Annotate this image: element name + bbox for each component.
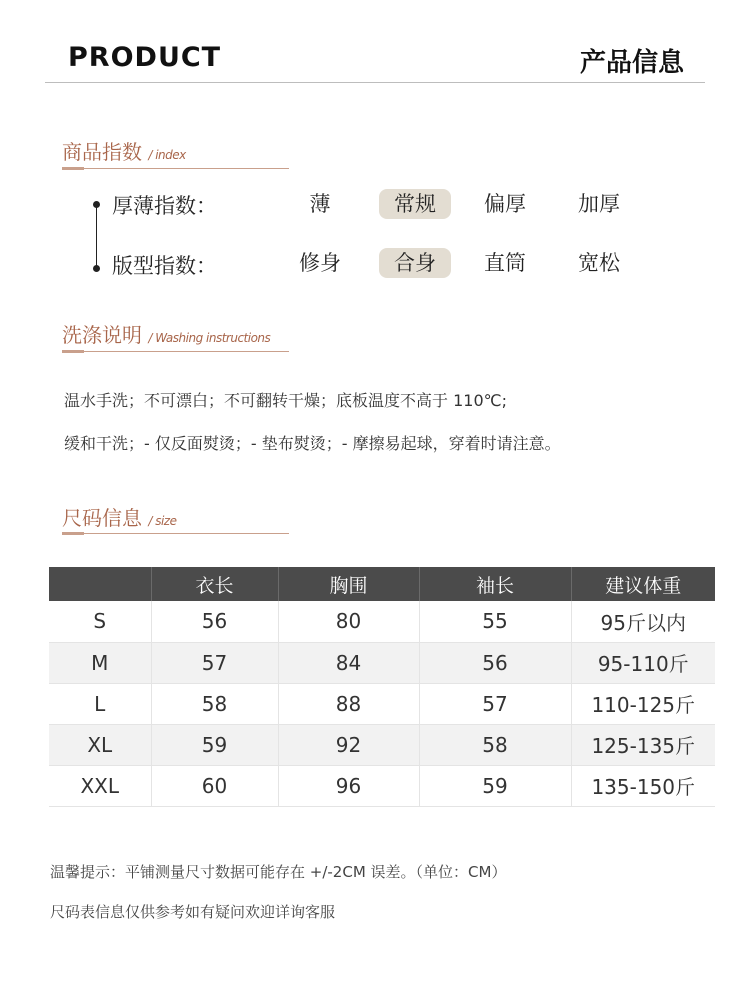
cell-weight: 135-150斤 (571, 765, 715, 806)
thickness-option: 薄 (309, 192, 331, 216)
cell-sleeve: 59 (419, 765, 571, 806)
cell-length: 58 (151, 683, 278, 724)
thickness-option-selected: 常规 (379, 189, 451, 219)
cell-weight: 95-110斤 (571, 642, 715, 683)
col-header-chest: 胸围 (278, 567, 419, 601)
header-divider (45, 82, 705, 83)
cell-size: XXL (49, 765, 151, 806)
washing-title-accent (62, 350, 84, 353)
col-header-length: 衣长 (151, 567, 278, 601)
fit-option: 直筒 (484, 251, 526, 275)
cell-size: L (49, 683, 151, 724)
col-header-weight: 建议体重 (571, 567, 715, 601)
cell-weight: 95斤以内 (571, 601, 715, 642)
header-title-en: PRODUCT (68, 42, 222, 73)
washing-title-cn: 洗涤说明 (62, 323, 142, 347)
cell-sleeve: 57 (419, 683, 571, 724)
thickness-option: 偏厚 (484, 192, 526, 216)
measurement-note: 温馨提示：平铺测量尺寸数据可能存在 +/-2CM 误差。（单位：CM） (50, 863, 507, 881)
table-row (49, 765, 715, 806)
washing-title-underline (62, 351, 289, 352)
reference-note: 尺码表信息仅供参考如有疑问欢迎详询客服 (50, 903, 336, 921)
washing-section-title (62, 319, 270, 348)
timeline-dot-thickness (93, 201, 100, 208)
size-table (49, 567, 715, 807)
cell-chest: 80 (278, 601, 419, 642)
cell-chest: 92 (278, 724, 419, 765)
index-title-underline (62, 168, 289, 169)
cell-size: S (49, 601, 151, 642)
size-title-cn: 尺码信息 (62, 506, 142, 530)
fit-index-label: 版型指数： (112, 254, 217, 278)
cell-length: 57 (151, 642, 278, 683)
size-title-en: / size (148, 514, 177, 528)
cell-length: 60 (151, 765, 278, 806)
index-title-cn: 商品指数 (62, 140, 142, 164)
col-header-sleeve: 袖长 (419, 567, 571, 601)
washing-line-2: 缓和干洗；- 仅反面熨烫；- 垫布熨烫；- 摩擦易起球，穿着时请注意。 (64, 434, 561, 453)
table-row (49, 601, 715, 642)
col-header-size (49, 567, 151, 601)
index-title-accent (62, 167, 84, 170)
timeline-dot-fit (93, 265, 100, 272)
cell-chest: 96 (278, 765, 419, 806)
index-timeline (96, 206, 97, 268)
washing-title-en: / Washing instructions (148, 331, 271, 345)
cell-sleeve: 56 (419, 642, 571, 683)
index-title-en: / index (148, 148, 186, 162)
cell-size: M (49, 642, 151, 683)
thickness-index-label: 厚薄指数： (112, 194, 217, 218)
size-section-title (62, 502, 176, 531)
table-row (49, 724, 715, 765)
cell-chest: 88 (278, 683, 419, 724)
cell-sleeve: 55 (419, 601, 571, 642)
size-title-underline (62, 533, 289, 534)
cell-weight: 110-125斤 (571, 683, 715, 724)
table-row (49, 683, 715, 724)
cell-chest: 84 (278, 642, 419, 683)
cell-length: 56 (151, 601, 278, 642)
index-section-title (62, 136, 186, 165)
fit-option: 宽松 (578, 251, 620, 275)
thickness-option: 加厚 (578, 192, 620, 216)
cell-length: 59 (151, 724, 278, 765)
fit-option-selected: 合身 (379, 248, 451, 278)
table-row (49, 642, 715, 683)
size-title-accent (62, 532, 84, 535)
washing-line-1: 温水手洗；不可漂白；不可翻转干燥；底板温度不高于 110℃; (64, 391, 507, 410)
size-table-header (49, 567, 715, 601)
header-title-cn: 产品信息 (579, 48, 684, 78)
cell-sleeve: 58 (419, 724, 571, 765)
cell-weight: 125-135斤 (571, 724, 715, 765)
cell-size: XL (49, 724, 151, 765)
fit-option: 修身 (299, 251, 341, 275)
